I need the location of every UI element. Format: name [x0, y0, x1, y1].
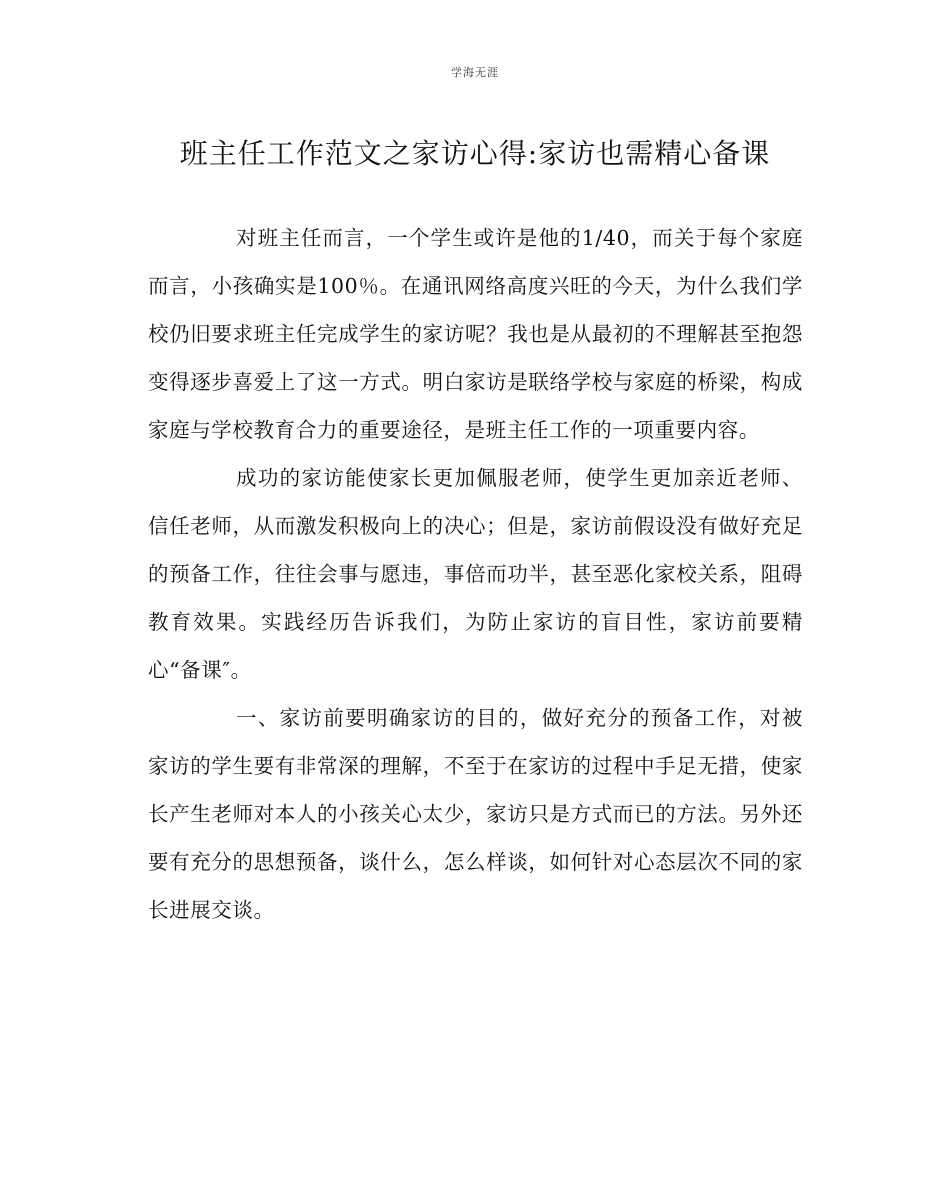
paragraph-intro: 对班主任而言，一个学生或许是他的1/40，而关于每个家庭而言，小孩确实是100％。在通讯网络高度兴旺的今天，为什么我们学校仍旧要求班主任完成学生的家访呢？我也是从最初的不理解甚至抱怨变得逐步喜爱上了这一方式。明白家访是联络学校与家庭的桥梁，构成家庭与学校教育合力的重要途径，是班主任工作的一项重要内容。 [148, 226, 803, 442]
paragraph-success: 成功的家访能使家长更加佩服老师，使学生更加亲近老师、信任老师，从而激发积极向上的决心；但是，家访前假设没有做好充足的预备工作，往往会事与愿违，事倍而功半，甚至恶化家校关系，阻碍教育效果。实践经历告诉我们，为防止家访的盲目性，家访前要精心“备课″。 [148, 466, 803, 682]
document-body [148, 214, 803, 934]
page-header: 学海无涯 [451, 66, 499, 79]
paragraph-point-one: 一、家访前要明确家访的目的，做好充分的预备工作，对被家访的学生要有非常深的理解，不至于在家访的过程中手足无措，使家长产生老师对本人的小孩关心太少，家访只是方式而已的方法。另外还要有充分的思想预备，谈什么，怎么样谈，如何针对心态层次不同的家长进展交谈。 [148, 706, 803, 922]
document-title: 班主任工作范文之家访心得:家访也需精心备课 [179, 137, 771, 170]
